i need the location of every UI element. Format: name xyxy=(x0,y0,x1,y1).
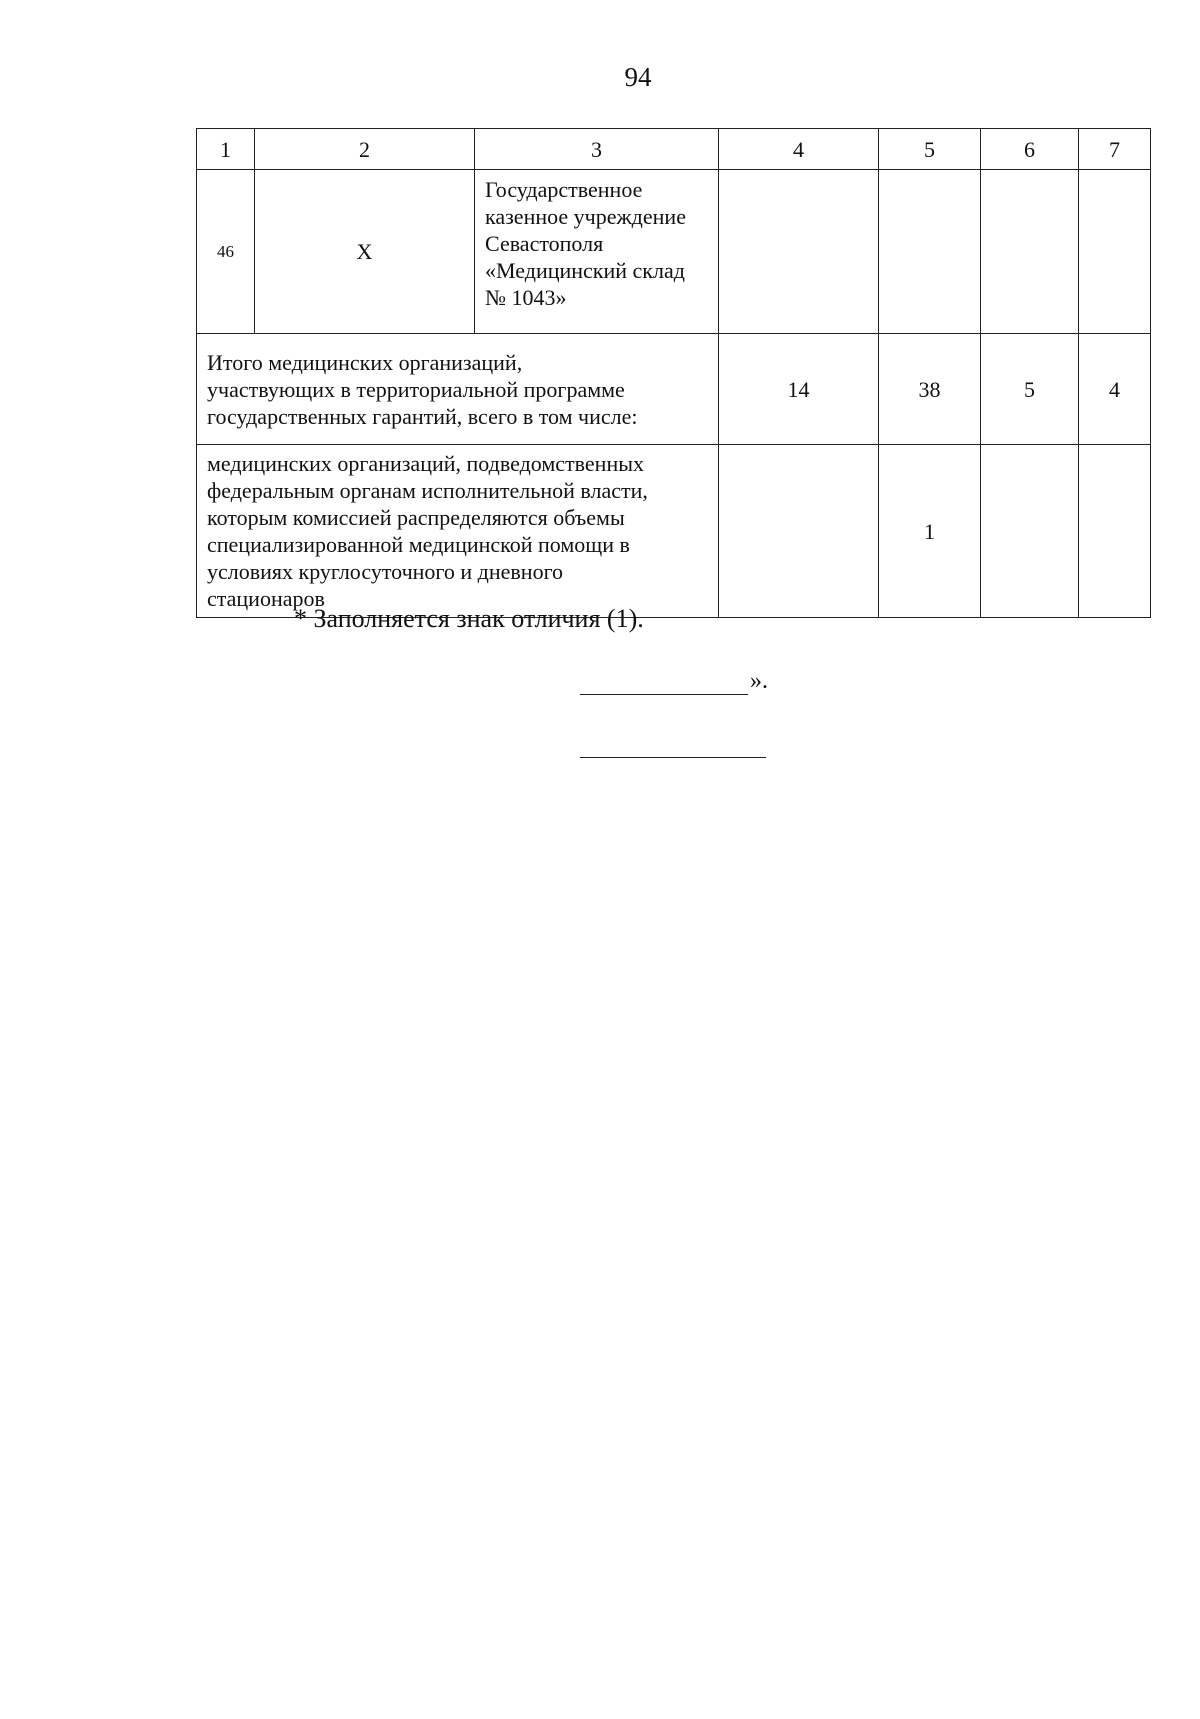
federal-label-line: стационаров xyxy=(207,586,325,611)
organization-name-line: «Медицинский склад xyxy=(485,258,685,283)
organization-name xyxy=(475,170,719,334)
row-number: 46 xyxy=(197,170,255,334)
total-col4: 14 xyxy=(719,334,879,445)
federal-label xyxy=(197,445,719,618)
row-col2-mark: Х xyxy=(255,170,475,334)
column-header: 1 xyxy=(197,129,255,170)
blank-underline xyxy=(580,672,748,695)
column-header: 2 xyxy=(255,129,475,170)
column-header: 3 xyxy=(475,129,719,170)
cell-col5 xyxy=(879,170,981,334)
organization-name-line: № 1043» xyxy=(485,285,567,310)
total-label xyxy=(197,334,719,445)
cell-col6 xyxy=(981,170,1079,334)
organization-name-line: Государственное xyxy=(485,177,643,202)
federal-label-line: условиях круглосуточного и дневного xyxy=(207,559,564,584)
federal-label-line: федеральным органам исполнительной власти, xyxy=(207,478,648,503)
federal-label-line: которым комиссией распределяются объемы xyxy=(207,505,625,530)
closing-quote-mark: ». xyxy=(750,668,768,694)
total-col7: 4 xyxy=(1079,334,1151,445)
footnote: * Заполняется знак отличия (1). xyxy=(294,604,644,633)
column-header: 5 xyxy=(879,129,981,170)
column-header: 7 xyxy=(1079,129,1151,170)
end-of-document-rule xyxy=(580,757,766,758)
table-row xyxy=(197,170,1151,334)
table-header-row xyxy=(197,129,1151,170)
federal-subordinate-row xyxy=(197,445,1151,618)
federal-col4 xyxy=(719,445,879,618)
closing-quote-line xyxy=(580,668,768,695)
organization-name-line: казенное учреждение xyxy=(485,204,686,229)
total-col6: 5 xyxy=(981,334,1079,445)
cell-col7 xyxy=(1079,170,1151,334)
total-col5: 38 xyxy=(879,334,981,445)
organization-name-line: Севастополя xyxy=(485,231,604,256)
organizations-table xyxy=(196,128,1151,618)
total-label-line: государственных гарантий, всего в том числе: xyxy=(207,403,638,429)
federal-label-line: специализированной медицинской помощи в xyxy=(207,532,630,557)
page-number: 94 xyxy=(624,62,652,92)
total-label-line: участвующих в территориальной программе xyxy=(207,376,625,402)
federal-col6 xyxy=(981,445,1079,618)
total-row xyxy=(197,334,1151,445)
federal-col5: 1 xyxy=(879,445,981,618)
column-header: 4 xyxy=(719,129,879,170)
federal-label-line: медицинских организаций, подведомственных xyxy=(207,451,645,476)
total-label-line: Итого медицинских организаций, xyxy=(207,349,523,375)
column-header: 6 xyxy=(981,129,1079,170)
federal-col7 xyxy=(1079,445,1151,618)
cell-col4 xyxy=(719,170,879,334)
